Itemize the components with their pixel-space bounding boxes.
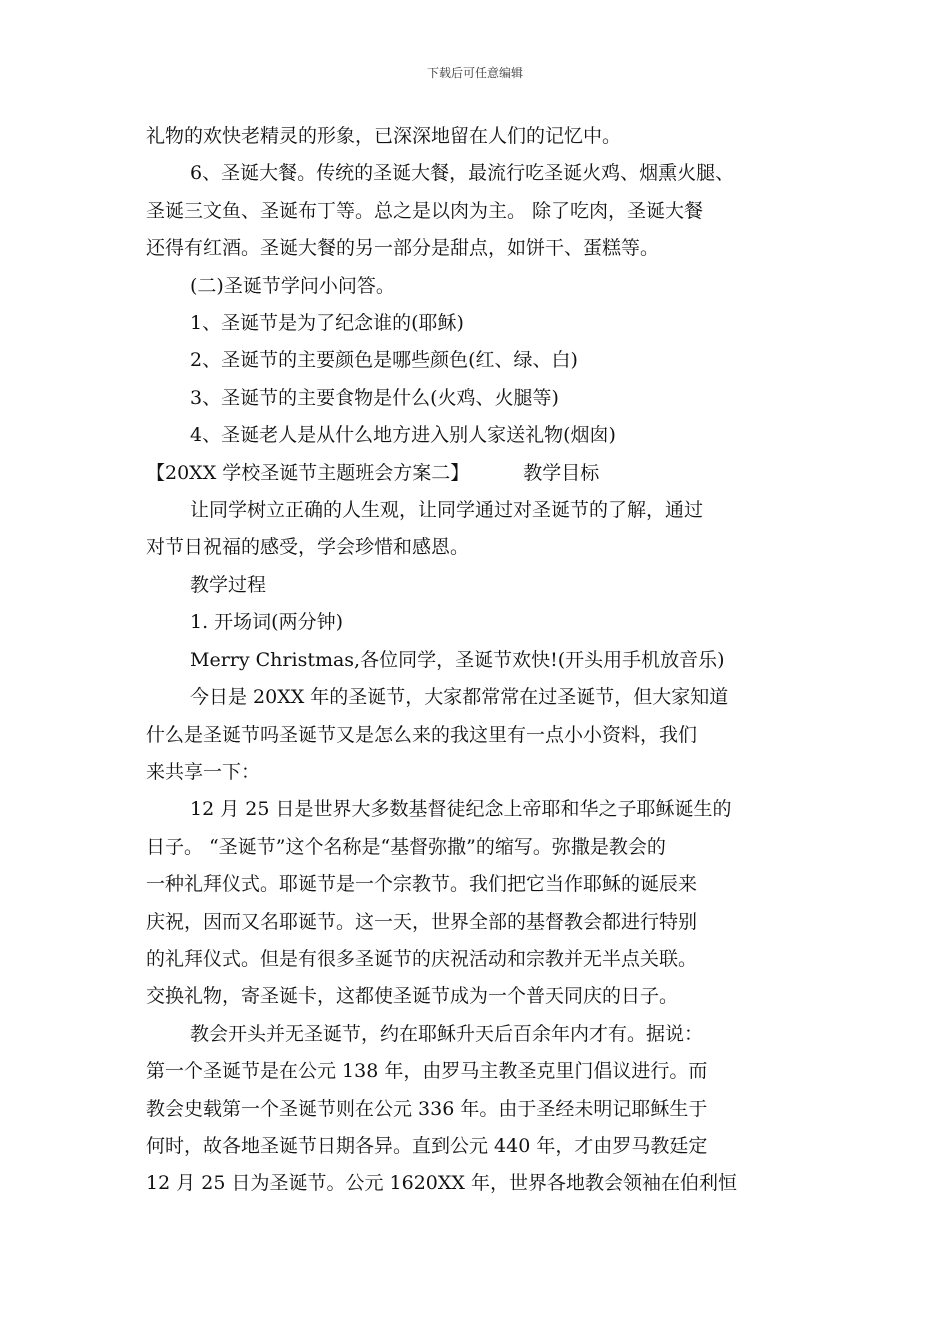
paragraph-line: 还得有红酒。圣诞大餐的另一部分是甜点，如饼干、蛋糕等。: [146, 237, 660, 260]
section-subtitle: 教学目标: [523, 461, 600, 484]
paragraph-line: 教学过程: [190, 573, 267, 596]
paragraph-line: 交换礼物，寄圣诞卡，这都使圣诞节成为一个普天同庆的日子。: [146, 985, 679, 1008]
paragraph-line: 圣诞三文鱼、圣诞布丁等。总之是以肉为主。 除了吃肉，圣诞大餐: [146, 199, 704, 222]
paragraph-line: 的礼拜仪式。但是有很多圣诞节的庆祝活动和宗教并无半点关联。: [146, 947, 698, 970]
section-title: 【20XX 学校圣诞节主题班会方案二】: [146, 461, 470, 484]
paragraph-line: Merry Christmas,各位同学，圣诞节欢快!(开头用手机放音乐): [190, 648, 725, 671]
list-item: 4、圣诞老人是从什么地方进入别人家送礼物(烟囱): [190, 424, 616, 447]
paragraph-line: 1. 开场词(两分钟): [190, 611, 343, 634]
paragraph-line: 教会开头并无圣诞节，约在耶稣升天后百余年内才有。据说：: [190, 1022, 704, 1045]
paragraph-line: (二)圣诞节学问小问答。: [190, 274, 395, 297]
paragraph-line: 第一个圣诞节是在公元 138 年，由罗马主教圣克里门倡议进行。而: [146, 1060, 708, 1083]
paragraph-line: 12 月 25 日是世界大多数基督徒纪念上帝耶和华之子耶稣诞生的: [190, 798, 732, 821]
paragraph-line: 对节日祝福的感受，学会珍惜和感恩。: [146, 536, 470, 559]
section-heading-line: [146, 455, 810, 492]
paragraph-line: 让同学树立正确的人生观，让同学通过对圣诞节的了解，通过: [190, 499, 704, 522]
list-item: 3、圣诞节的主要食物是什么(火鸡、火腿等): [190, 386, 559, 409]
paragraph-line: 12 月 25 日为圣诞节。公元 1620XX 年，世界各地教会领袖在伯利恒: [146, 1172, 737, 1195]
document-body: [146, 118, 810, 1203]
paragraph-line: 教会史载第一个圣诞节则在公元 336 年。由于圣经未明记耶稣生于: [146, 1097, 708, 1120]
paragraph-line: 6、圣诞大餐。传统的圣诞大餐，最流行吃圣诞火鸡、烟熏火腿、: [190, 162, 735, 185]
paragraph-line: 一种礼拜仪式。耶诞节是一个宗教节。我们把它当作耶稣的诞辰来: [146, 873, 698, 896]
paragraph-line: 何时，故各地圣诞节日期各异。直到公元 440 年，才由罗马教廷定: [146, 1134, 708, 1157]
paragraph-line: 什么是圣诞节吗圣诞节又是怎么来的我这里有一点小小资料，我们: [146, 723, 698, 746]
list-item: 2、圣诞节的主要颜色是哪些颜色(红、绿、白): [190, 349, 578, 372]
paragraph-line: 礼物的欢快老精灵的形象，已深深地留在人们的记忆中。: [146, 125, 622, 147]
paragraph-line: 日子。 “圣诞节”这个名称是“基督弥撒”的缩写。弥撒是教会的: [146, 835, 666, 858]
paragraph-line: 庆祝，因而又名耶诞节。这一天，世界全部的基督教会都进行特别: [146, 910, 698, 933]
page-header: 下载后可任意编辑: [426, 66, 523, 80]
list-item: 1、圣诞节是为了纪念谁的(耶稣): [190, 312, 464, 335]
paragraph-line: 来共享一下：: [146, 760, 261, 783]
paragraph-line: 今日是 20XX 年的圣诞节，大家都常常在过圣诞节，但大家知道: [190, 686, 729, 709]
